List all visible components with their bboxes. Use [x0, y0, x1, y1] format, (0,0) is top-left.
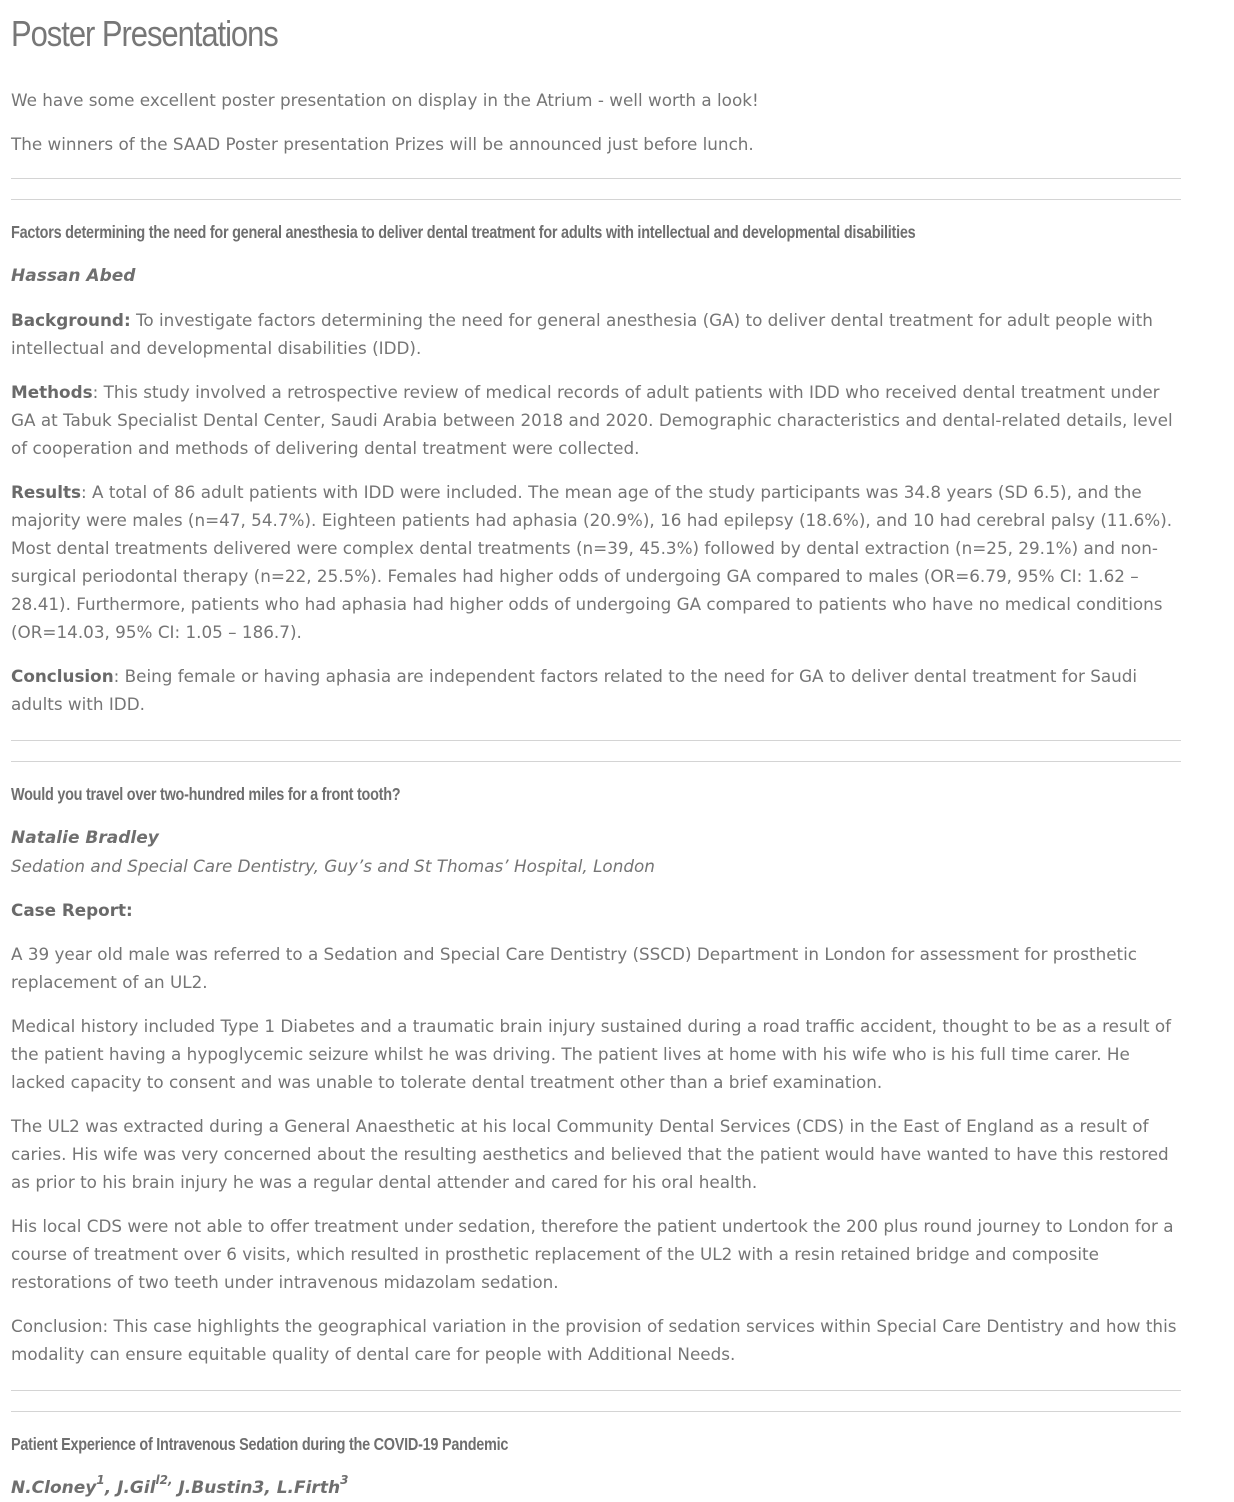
poster-title: Patient Experience of Intravenous Sedation during the COVID-19 Pandemic: [11, 1434, 509, 1454]
poster-title: Would you travel over two-hundred miles for a front tooth?: [11, 784, 401, 804]
divider: [11, 1390, 1181, 1391]
section-label: Conclusion: [11, 666, 114, 686]
section-text: To investigate factors determining the need for general anesthesia (GA) to deliver dental treatment for adult people with intellectual and developmental disabilities (IDD).: [11, 310, 1153, 358]
intro-text: We have some excellent poster presentation on display in the Atrium - well worth a look!: [11, 90, 759, 110]
poster-author: Hassan Abed: [11, 266, 136, 286]
section-label: Background:: [11, 310, 131, 330]
divider: [11, 178, 1181, 179]
conclusion-section: [11, 662, 1181, 718]
divider: [11, 761, 1181, 762]
author-name: N.Cloney: [11, 1478, 97, 1498]
results-section: [11, 478, 1181, 646]
section-text: : A total of 86 adult patients with IDD were included. The mean age of the study participants was 34.8 years (SD 6.5), and the majority were males (n=47, 54.7%). Eighteen patients had aphasia (20.9%), 16 had epilepsy (18.6%), and 10 had cerebral palsy (11.6%). Most dental treatments delivered were complex dental treatments (n=39, 45.3%) followed by dental extraction (n=25, 29.1%) and non-surgical periodontal therapy (n=22, 25.5%). Females had higher odds of undergoing GA compared to males (OR=6.79, 95% CI: 1.62 – 28.41). Furthermore, patients who had aphasia had higher odds of undergoing GA compared to patients who have no medical conditions (OR=14.03, 95% CI: 1.05 – 186.7).: [11, 482, 1173, 642]
page-title: Poster Presentations: [11, 13, 278, 54]
poster-authors: [11, 1474, 1181, 1502]
section-text: : Being female or having aphasia are independent factors related to the need for GA to deliver dental treatment for Saudi adults with IDD.: [11, 666, 1138, 714]
author-affiliation-number: 1: [96, 1473, 105, 1487]
poster-cloney: [11, 1430, 1181, 1502]
poster-affiliation: Sedation and Special Care Dentistry, Guy’s and St Thomas’ Hospital, London: [11, 856, 655, 876]
section-text: : This study involved a retrospective review of medical records of adult patients with IDD who received dental treatment under GA at Tabuk Specialist Dental Center, Saudi Arabia between 2018 and 2020. Demographic characteristics and dental-related details, level of cooperation and methods of delivering dental treatment were collected.: [11, 382, 1173, 458]
divider: [11, 740, 1181, 741]
methods-section: [11, 378, 1181, 462]
section-label: Methods: [11, 382, 93, 402]
author-affiliation-number: 3: [340, 1473, 349, 1487]
case-report-heading: Case Report:: [11, 900, 133, 920]
intro-text: The winners of the SAAD Poster presentation Prizes will be announced just before lunch.: [11, 134, 754, 154]
poster-title: Factors determining the need for general anesthesia to deliver dental treatment for adults with intellectual and developmental disabilities: [11, 222, 916, 242]
divider: [11, 1411, 1181, 1412]
case-conclusion: Conclusion: This case highlights the geographical variation in the provision of sedation services within Special Care Dentistry and how this modality can ensure equitable quality of dental care for people with Additional Needs.: [11, 1316, 1177, 1364]
author-name: J.Bustin3, L.Firth: [172, 1478, 341, 1498]
section-label: Results: [11, 482, 82, 502]
author-name: , J.Gil: [104, 1478, 156, 1498]
poster-author: Natalie Bradley: [11, 828, 159, 848]
author-affiliation-number: l2,: [155, 1473, 173, 1487]
case-paragraph: The UL2 was extracted during a General Anaesthetic at his local Community Dental Services (CDS) in the East of England as a result of caries. His wife was very concerned about the resulting aesthetics and believed that the patient would have wanted to have this restored as prior to his brain injury he was a regular dental attender and cared for his oral health.: [11, 1116, 1169, 1192]
case-paragraph: Medical history included Type 1 Diabetes and a traumatic brain injury sustained during a road traffic accident, thought to be as a result of the patient having a hypoglycemic seizure whilst he was driving. The patient lives at home with his wife who is his full time carer. He lacked capacity to consent and was unable to tolerate dental treatment other than a brief examination.: [11, 1016, 1172, 1092]
poster-abed: [11, 218, 1181, 718]
case-paragraph: A 39 year old male was referred to a Sedation and Special Care Dentistry (SSCD) Department in London for assessment for prosthetic replacement of an UL2.: [11, 944, 1138, 992]
poster-bradley: [11, 780, 1181, 1368]
case-paragraph: His local CDS were not able to offer treatment under sedation, therefore the patient undertook the 200 plus round journey to London for a course of treatment over 6 visits, which resulted in prosthetic replacement of the UL2 with a resin retained bridge and composite restorations of two teeth under intravenous midazolam sedation.: [11, 1216, 1174, 1292]
background-section: [11, 306, 1181, 362]
divider: [11, 199, 1181, 200]
